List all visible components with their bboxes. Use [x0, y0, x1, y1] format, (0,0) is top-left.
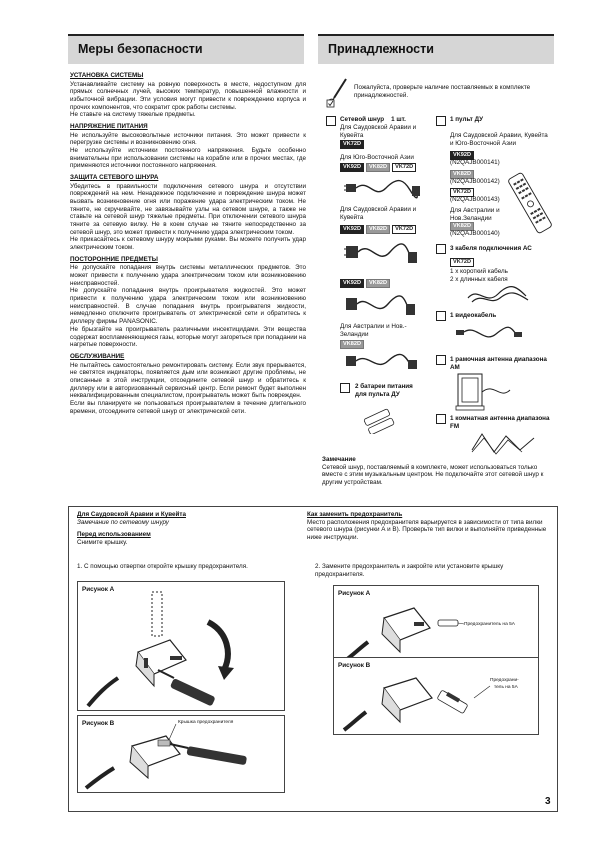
safety-section-paragraph: Не ставьте на систему тяжелые предметы.	[70, 111, 196, 119]
figure-b-label: Рисунок В	[82, 720, 115, 727]
am-antenna-illustration	[454, 372, 514, 412]
am-antenna-title: 1 рамочная антенна диапазона АМ	[450, 356, 547, 371]
speaker-cables-checkbox[interactable]	[436, 244, 446, 254]
fm-antenna-title: 1 комнатная антенна диапазона FM	[450, 415, 550, 430]
safety-section-paragraph: Устанавливайте систему на ровную поверхность в месте, недоступном для прямых солнечных лучей, высоких температур, повышенной влажности и избыточной вибрации. Эти условия могут привести к повреждению корпуса и прочих компонентов, что сократит срок работы системы.	[70, 80, 306, 111]
fuse-region: Для Саудовской Аравии и Кувейта	[77, 511, 186, 518]
safety-section-heading: УСТАНОВКА СИСТЕМЫ	[70, 72, 144, 79]
model-badge: VK92D	[450, 151, 474, 160]
note-heading: Замечание	[322, 456, 356, 463]
power-cord-illustration-4	[344, 350, 424, 374]
step-1-text: 1. С помощью отвертки откройте крышку предохранителя.	[77, 563, 248, 570]
step2-figure-a	[333, 585, 539, 663]
power-cord-region-5: Для Австралии и Нов.-Зеландии	[340, 323, 407, 338]
speaker-cables-line-2: 2 х длинных кабеля	[450, 276, 508, 283]
fm-antenna-illustration	[470, 430, 540, 456]
figure-a-label: Рисунок А	[82, 586, 115, 593]
batteries-checkbox[interactable]	[340, 383, 350, 393]
speaker-cables-line-1: 1 х короткий кабель	[450, 268, 508, 275]
how-to-replace-text: Место расположения предохранителя варьируется в зависимости от типа вилки сетевого шнура (рисунки А и В). Проверьте тип вилки и выполняйте приведенные ниже инструкции.	[307, 518, 547, 542]
step1-figure-a	[77, 581, 285, 711]
model-badge: VK92D	[340, 225, 364, 234]
safety-sections	[70, 72, 306, 419]
model-badge: VK72D	[392, 225, 416, 234]
video-cable-illustration	[454, 322, 524, 346]
power-cord-illustration-2	[344, 236, 424, 272]
fuse-5a-callout-2: тель на 5А	[494, 685, 518, 690]
safety-section	[70, 174, 306, 252]
model-badge: VK82D	[450, 222, 474, 231]
safety-section-heading: НАПРЯЖЕНИЕ ПИТАНИЯ	[70, 123, 148, 131]
note-block	[322, 456, 558, 487]
power-cord-title: Сетевой шнур 1 шт.	[340, 116, 406, 123]
model-badge: VK82D	[450, 170, 474, 179]
power-cord-badges-4	[340, 279, 392, 288]
video-cable-title: 1 видеокабель	[450, 312, 497, 319]
step1-figure-b	[77, 715, 285, 793]
model-badge: VK82D	[366, 225, 390, 234]
safety-section-paragraph: Не брызгайте на проигрыватель различными инсектицидами. Эти вещества содержат воспламеняющиеся газы, которые могут загореться при попадании на нагретые поверхности.	[70, 325, 306, 349]
fuse-instructions-box	[68, 506, 558, 812]
safety-section-paragraph: Не прикасайтесь к сетевому шнуру мокрыми руками. Вы можете получить удар электрическим током.	[70, 236, 306, 252]
safety-section	[70, 123, 306, 170]
safety-section-paragraph: Не допускайте попадания внутрь проигрывателя жидкостей. Это может привести к получению удара электрическим током или возникновению неисправностей. В случае попадания внутрь проигрывателя жидкости, немедленно отключите проигрыватель от электрической сети и обратитесь к диллеру фирмы PANASONIC.	[70, 287, 306, 326]
model-badge: VK72D	[450, 188, 474, 197]
safety-section-paragraph: Не пытайтесь самостоятельно ремонтировать систему. Если звук прерывается, не светятся индикаторы, появляется дым или возникают другие проблемы, не описанные в этой инструкции, отсоедините сетевой шнур и обратитесь к диллеру или в авторизованный сервисный центр. Если ремонт будет выполнен неквалифицированным специалистом, проигрыватель может быть поврежден.	[70, 361, 306, 400]
page-number: 3	[545, 796, 551, 807]
model-badge: VK72D	[450, 258, 474, 267]
power-cord-badges-1	[340, 140, 366, 149]
speaker-cables-badge-row	[450, 258, 476, 267]
safety-section-heading: ЗАЩИТА СЕТЕВОГО ШНУРА	[70, 174, 159, 182]
power-cord-illustration-3	[344, 290, 424, 322]
power-cord-badges-3	[340, 225, 418, 234]
speaker-cables-title: 3 кабеля подключения АС	[450, 245, 532, 252]
safety-section-paragraph: Не используйте источники постоянного напряжения. Будьте особенно внимательны при использовании системы на корабле или в прочих местах, где применяются источники постоянного напряжения.	[70, 147, 306, 170]
section-header-safety	[68, 34, 304, 64]
remote-title: 1 пульт ДУ	[450, 116, 484, 123]
screwdriver-plug-illustration	[78, 582, 284, 710]
fuse-cover-plug-illustration	[78, 716, 284, 792]
power-cord-region-1: Для Саудовской Аравии и Кувейта	[340, 124, 417, 139]
safety-section-heading: ОБСЛУЖИВАНИЕ	[70, 352, 125, 360]
figure-b-label: Рисунок В	[338, 662, 371, 669]
fuse-5a-callout-1: Предохрани-	[490, 678, 519, 683]
model-badge: VK82D	[366, 279, 390, 288]
safety-section-paragraph: Не допускайте попадания внутрь системы металлических предметов. Это может привести к получению удара электрическим током или возникновению неисправностей.	[70, 264, 306, 287]
fuse-region-sub: Замечание по сетевому шнуру	[77, 518, 169, 526]
note-body: Сетевой шнур, поставляемый в комплекте, может использоваться только вместе с этим музыкальным центром. Не подключайте этот сетевой шнур к другим устройствам.	[322, 463, 544, 487]
power-cord-illustration-1	[344, 174, 424, 204]
batteries-illustration	[362, 408, 402, 434]
remote-region-1: Для Саудовской Аравии, Кувейта и Юго-Восточной Азии	[450, 132, 548, 147]
accessories-intro	[326, 78, 558, 108]
step-2-text: 2. Замените предохранитель и закройте или установите крышку предохранителя.	[315, 563, 504, 578]
video-cable-checkbox[interactable]	[436, 311, 446, 321]
fm-antenna-checkbox[interactable]	[436, 414, 446, 424]
remote-code-3: (N2QAJB000143)	[450, 196, 500, 203]
remote-code-4: (N2QAJB000140)	[450, 230, 500, 237]
intro-text: Пожалуйста, проверьте наличие поставляемых в комплекте принадлежностей.	[354, 84, 531, 99]
pen-check-icon	[326, 78, 348, 108]
safety-section-paragraph: Если вы планируете не пользоваться проигрывателем в течение длительного времени, отсоедините сетевой шнур от электрической сети.	[70, 399, 306, 415]
power-cord-badges-2	[340, 163, 418, 172]
batteries-title: 2 батареи питания для пульта ДУ	[355, 383, 413, 398]
step2-figure-b	[333, 657, 539, 735]
remote-region-2: Для Австралии и Нов.Зеландии	[450, 207, 500, 222]
fuse-right-header	[307, 511, 553, 542]
remote-code-1: (N2QAJB000141)	[450, 159, 500, 166]
safety-section-paragraph: Не используйте высоковольтные источники питания. Это может привести к перегрузке системы и возникновению огня.	[70, 131, 306, 147]
page-title-safety: Меры безопасности	[78, 42, 203, 56]
power-cord-badges-5	[340, 340, 366, 349]
model-badge: VK82D	[366, 163, 390, 172]
model-badge: VK72D	[340, 140, 364, 149]
power-cord-region-2: Для Юго-Восточной Азии	[340, 154, 414, 161]
section-header-accessories	[318, 34, 554, 64]
safety-section-paragraph: Убедитесь в правильности подключения сетевого шнура и отсутствии повреждений на нем. Ненадежное подключение и повреждение шнура может вызвать возникновение огня или поражение удара электрическим током. Не тяните, не скручивайте, не завязывайте узлы на сетевом шнуре, а также не ставьте на сетевой шнур тяжелые предметы. При отключении сетевого шнура тяните за сетевую вилку. Не в коем случае не тяните непосредственно за сетевой шнур, это может привести к получению удара электрическим током.	[70, 182, 306, 236]
figure-a-label: Рисунок А	[338, 590, 371, 597]
safety-section	[70, 256, 306, 349]
how-to-replace-heading: Как заменить предохранитель	[307, 511, 403, 518]
power-cord-checkbox[interactable]	[326, 116, 336, 126]
fuse-replace-plug-illustration-b	[334, 658, 538, 734]
fuse-cover-callout: Крышка предохранителя	[178, 720, 234, 725]
safety-section	[70, 72, 306, 119]
model-badge: VK92D	[340, 163, 364, 172]
fuse-5a-callout: Предохранитель на 5А	[464, 622, 515, 627]
power-cord-region-3: Для Саудовской Аравии и Кувейта	[340, 206, 417, 221]
remote-checkbox[interactable]	[436, 116, 446, 126]
fuse-left-header	[77, 511, 297, 547]
page-title-accessories: Принадлежности	[328, 42, 434, 56]
before-use-heading: Перед использованием	[77, 531, 151, 539]
remote-code-2: (N2QAJB000142)	[450, 178, 500, 185]
am-antenna-checkbox[interactable]	[436, 355, 446, 365]
fuse-replace-plug-illustration-a	[334, 586, 538, 662]
model-badge: VK92D	[340, 279, 364, 288]
before-use-text: Снимите крышку.	[77, 539, 128, 547]
model-badge: VK82D	[340, 340, 364, 349]
safety-section	[70, 353, 306, 415]
safety-section-heading: ПОСТОРОННИЕ ПРЕДМЕТЫ	[70, 255, 158, 263]
speaker-cables-illustration	[464, 284, 534, 306]
model-badge: VK72D	[392, 163, 416, 172]
remote-control-illustration	[508, 170, 552, 236]
